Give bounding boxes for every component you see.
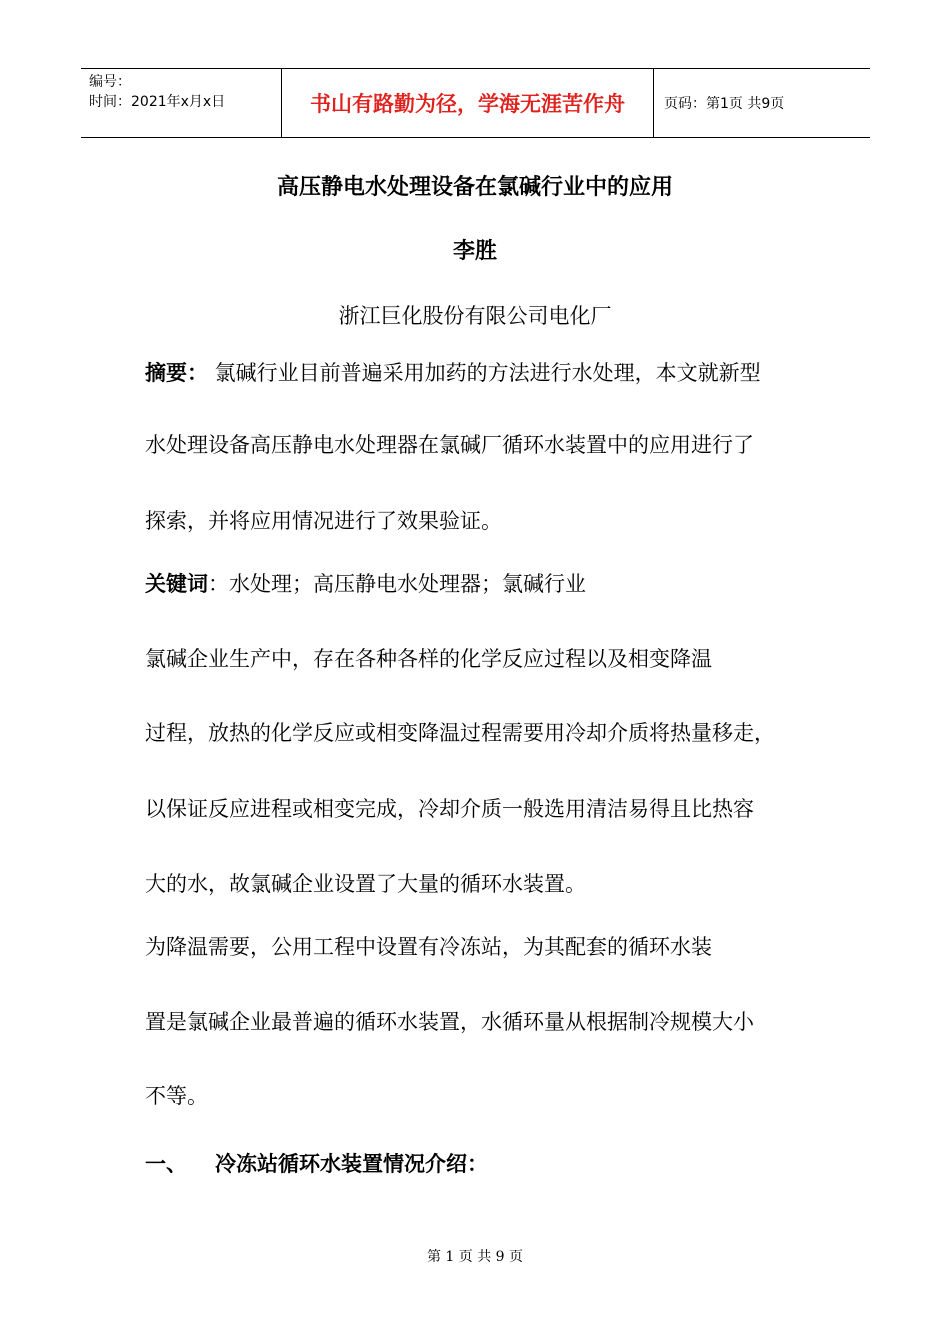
abstract-line <box>145 359 761 387</box>
abstract-text: 氯碱行业目前普遍采用加药的方法进行水处理，本文就新型 <box>208 361 761 385</box>
paragraph-line: 氯碱企业生产中，存在各种各样的化学反应过程以及相变降温 <box>145 647 712 671</box>
header-motto: 书山有路勤为径，学海无涯苦作舟 <box>281 69 654 137</box>
author-affiliation: 浙江巨化股份有限公司电化厂 <box>338 304 612 328</box>
author-name: 李胜 <box>452 239 497 264</box>
paragraph-line: 为降温需要，公用工程中设置有冷冻站，为其配套的循环水装 <box>145 935 712 959</box>
paragraph-line: 过程，放热的化学反应或相变降温过程需要用冷却介质将热量移走， <box>145 721 775 745</box>
document-title: 高压静电水处理设备在氯碱行业中的应用 <box>276 175 673 200</box>
keywords-text: ：水处理；高压静电水处理器；氯碱行业 <box>208 572 586 596</box>
abstract-line: 探索，并将应用情况进行了效果验证。 <box>145 509 502 533</box>
section-heading <box>145 1148 488 1178</box>
section-number: 一、 <box>145 1152 187 1176</box>
abstract-label: 摘要： <box>145 361 208 385</box>
paragraph-line: 以保证反应进程或相变完成，冷却介质一般选用清洁易得且比热容 <box>145 797 754 821</box>
document-header <box>81 68 870 138</box>
number-label: 编号： <box>89 74 131 90</box>
paragraph-line: 不等。 <box>145 1084 208 1108</box>
page-footer: 第 1 页 共 9 页 <box>426 1249 524 1265</box>
keywords-line <box>145 570 586 598</box>
header-meta <box>81 69 281 137</box>
keywords-label: 关键词 <box>145 572 208 596</box>
section-title: 冷冻站循环水装置情况介绍： <box>215 1152 488 1176</box>
time-label: 时间：2021年x月x日 <box>89 94 226 110</box>
abstract-line: 水处理设备高压静电水处理器在氯碱厂循环水装置中的应用进行了 <box>145 433 754 457</box>
paragraph-line: 大的水，故氯碱企业设置了大量的循环水装置。 <box>145 872 586 896</box>
paragraph-line: 置是氯碱企业最普遍的循环水装置，水循环量从根据制冷规模大小 <box>145 1010 754 1034</box>
header-page-info: 页码：第1页 共9页 <box>664 96 785 112</box>
